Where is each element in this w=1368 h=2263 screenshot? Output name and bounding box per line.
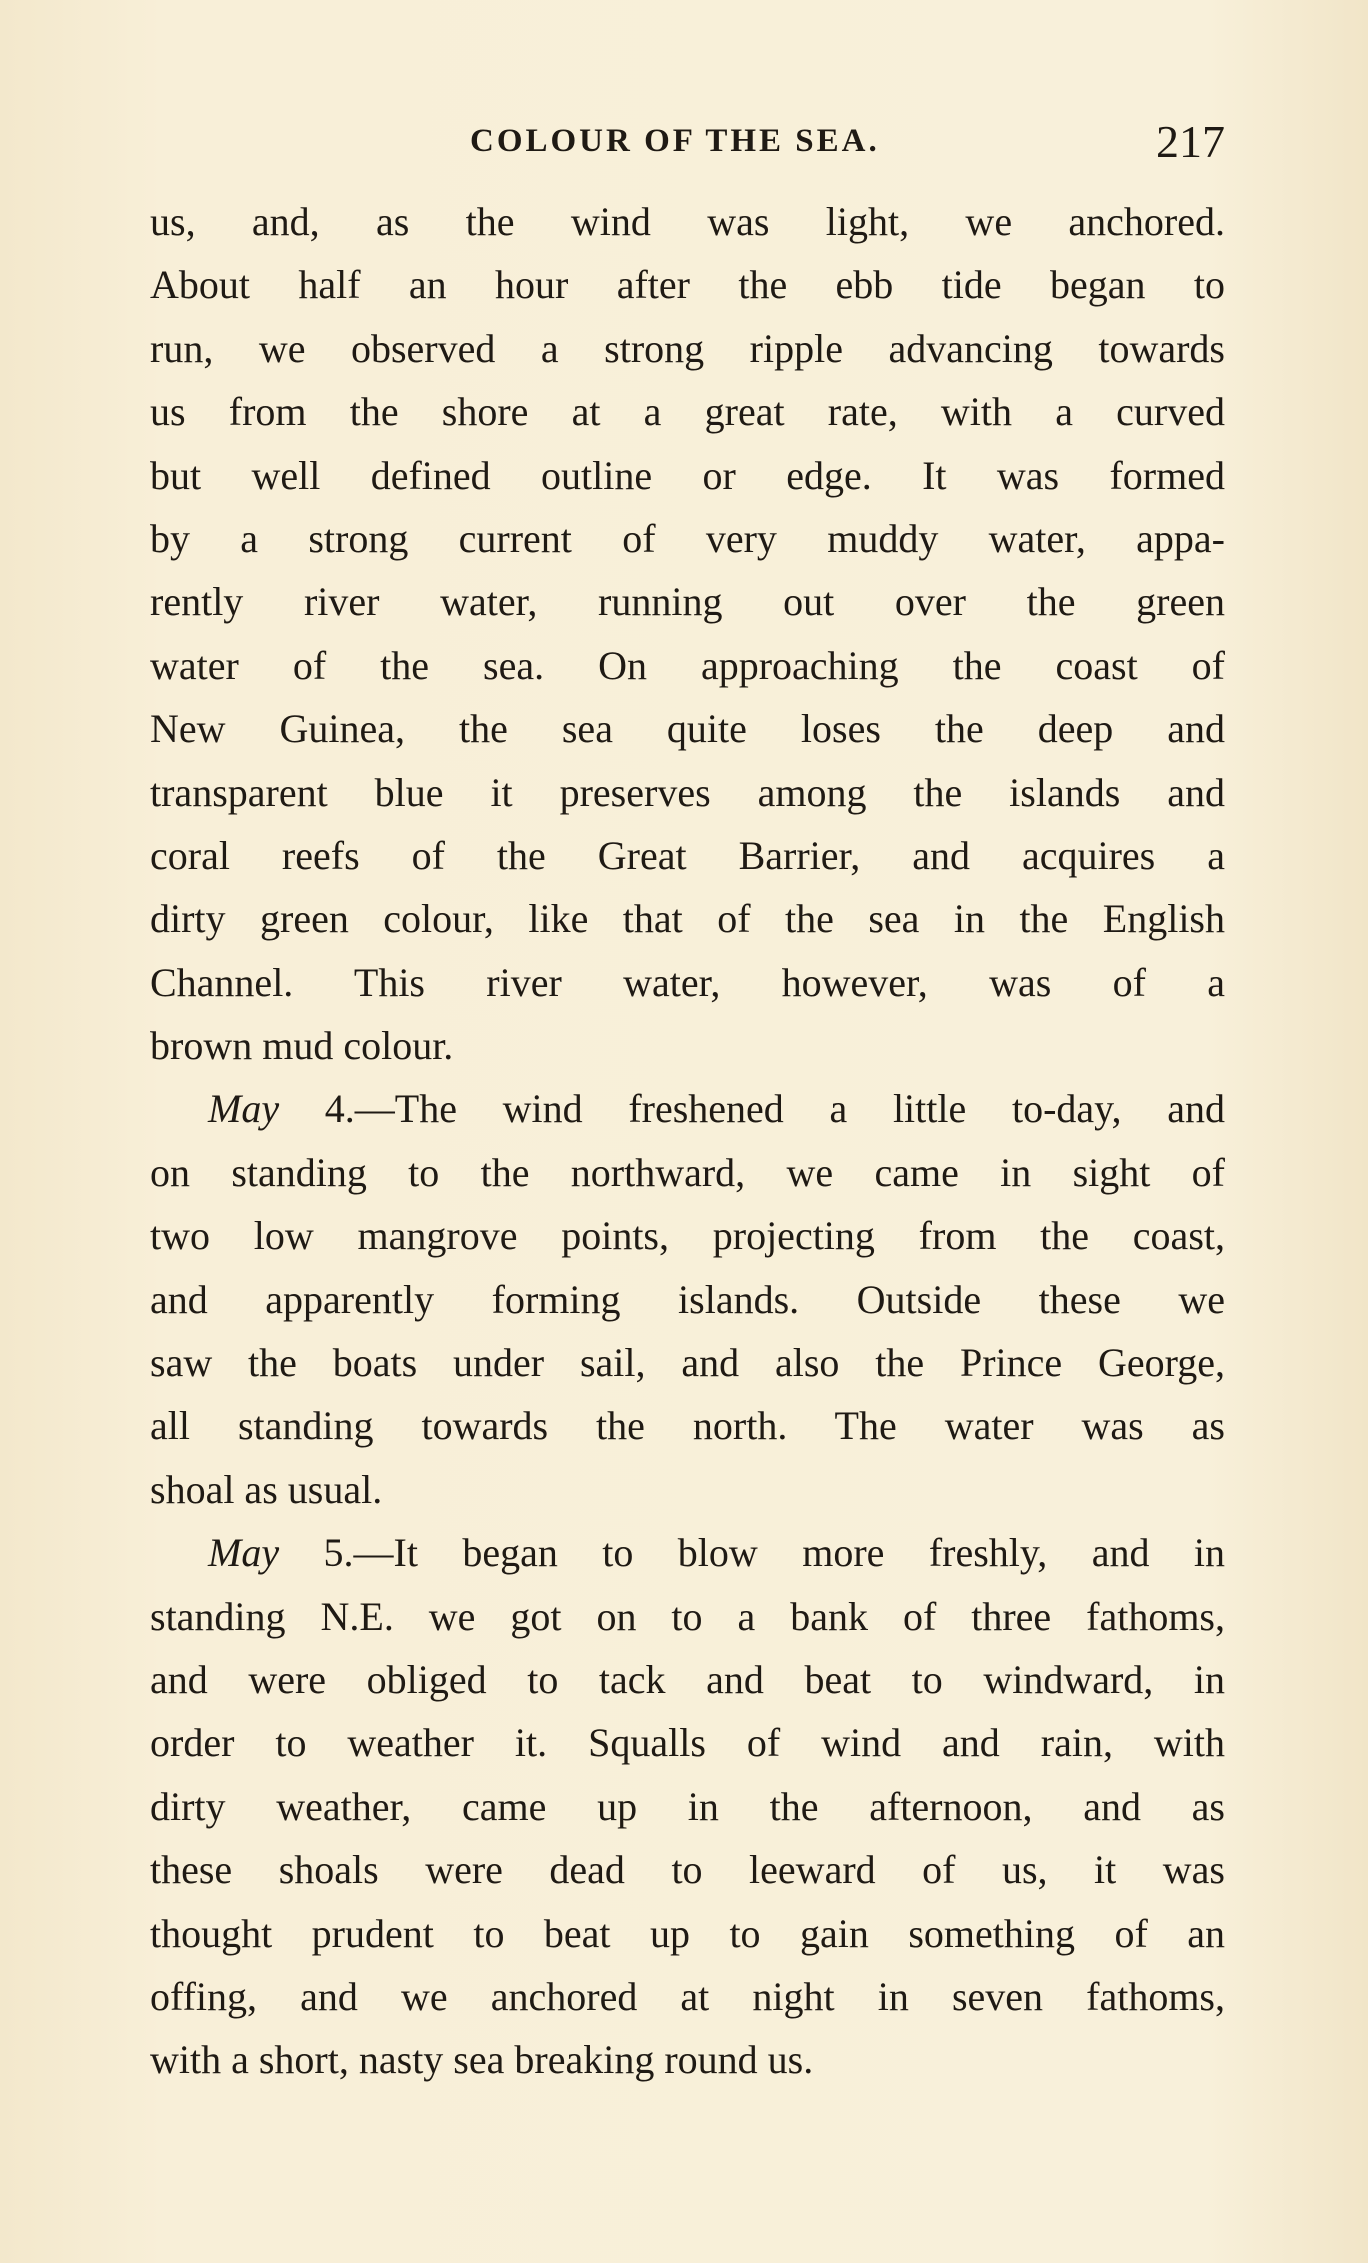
paragraph <box>150 190 1225 1077</box>
text-line <box>150 1077 1225 1140</box>
text-line: shoal as usual. <box>150 1466 383 1512</box>
text-line: rently river water, running out over the green <box>150 579 1225 625</box>
text-line: two low mangrove points, projecting from the coast, <box>150 1213 1225 1259</box>
text-line: all standing towards the north. The water was as <box>150 1403 1225 1449</box>
text-line: water of the sea. On approaching the coast of <box>150 642 1225 688</box>
text-line: with a short, nasty sea breaking round us. <box>150 2037 814 2083</box>
text-line: offing, and we anchored at night in seven fathoms, <box>150 1973 1225 2019</box>
text-line: run, we observed a strong ripple advancing towards <box>150 325 1225 371</box>
paragraph <box>150 1077 1225 1521</box>
text-line: but well defined outline or edge. It was formed <box>150 452 1225 498</box>
text-line: these shoals were dead to leeward of us, it was <box>150 1847 1225 1893</box>
date-label: May <box>208 1086 280 1132</box>
text-line: transparent blue it preserves among the islands and <box>150 769 1225 815</box>
text-line: thought prudent to beat up to gain something of an <box>150 1910 1225 1956</box>
first-line-text: 4.—The wind freshened a little to-day, and <box>279 1086 1225 1132</box>
text-line: Channel. This river water, however, was of a <box>150 959 1225 1005</box>
date-label: May <box>208 1530 280 1576</box>
body-text <box>150 190 1225 2092</box>
text-line: by a strong current of very muddy water, appa- <box>150 515 1225 561</box>
text-line: order to weather it. Squalls of wind and rain, with <box>150 1720 1225 1766</box>
text-line: standing N.E. we got on to a bank of three fathoms, <box>150 1593 1225 1639</box>
text-line: us from the shore at a great rate, with a curved <box>150 389 1225 435</box>
text-line: and apparently forming islands. Outside these we <box>150 1276 1225 1322</box>
text-line: coral reefs of the Great Barrier, and acquires a <box>150 832 1225 878</box>
text-line: dirty weather, came up in the afternoon, and as <box>150 1783 1225 1829</box>
first-line-text: 5.—It began to blow more freshly, and in <box>279 1530 1225 1576</box>
text-line: About half an hour after the ebb tide began to <box>150 262 1225 308</box>
page-number: 217 <box>1156 116 1225 167</box>
text-line: saw the boats under sail, and also the Prince George, <box>150 1340 1225 1386</box>
text-line: us, and, as the wind was light, we anchored. <box>150 199 1225 244</box>
text-line <box>150 1521 1225 1584</box>
text-line: brown mud colour. <box>150 1023 454 1069</box>
text-line: on standing to the northward, we came in sight of <box>150 1149 1225 1195</box>
text-line: dirty green colour, like that of the sea in the English <box>150 896 1225 942</box>
text-line: and were obliged to tack and beat to windward, in <box>150 1656 1225 1702</box>
running-title: COLOUR OF THE SEA. <box>470 123 880 159</box>
paragraph <box>150 1521 1225 2092</box>
text-line: New Guinea, the sea quite loses the deep and <box>150 706 1225 752</box>
page-header <box>150 115 1225 175</box>
